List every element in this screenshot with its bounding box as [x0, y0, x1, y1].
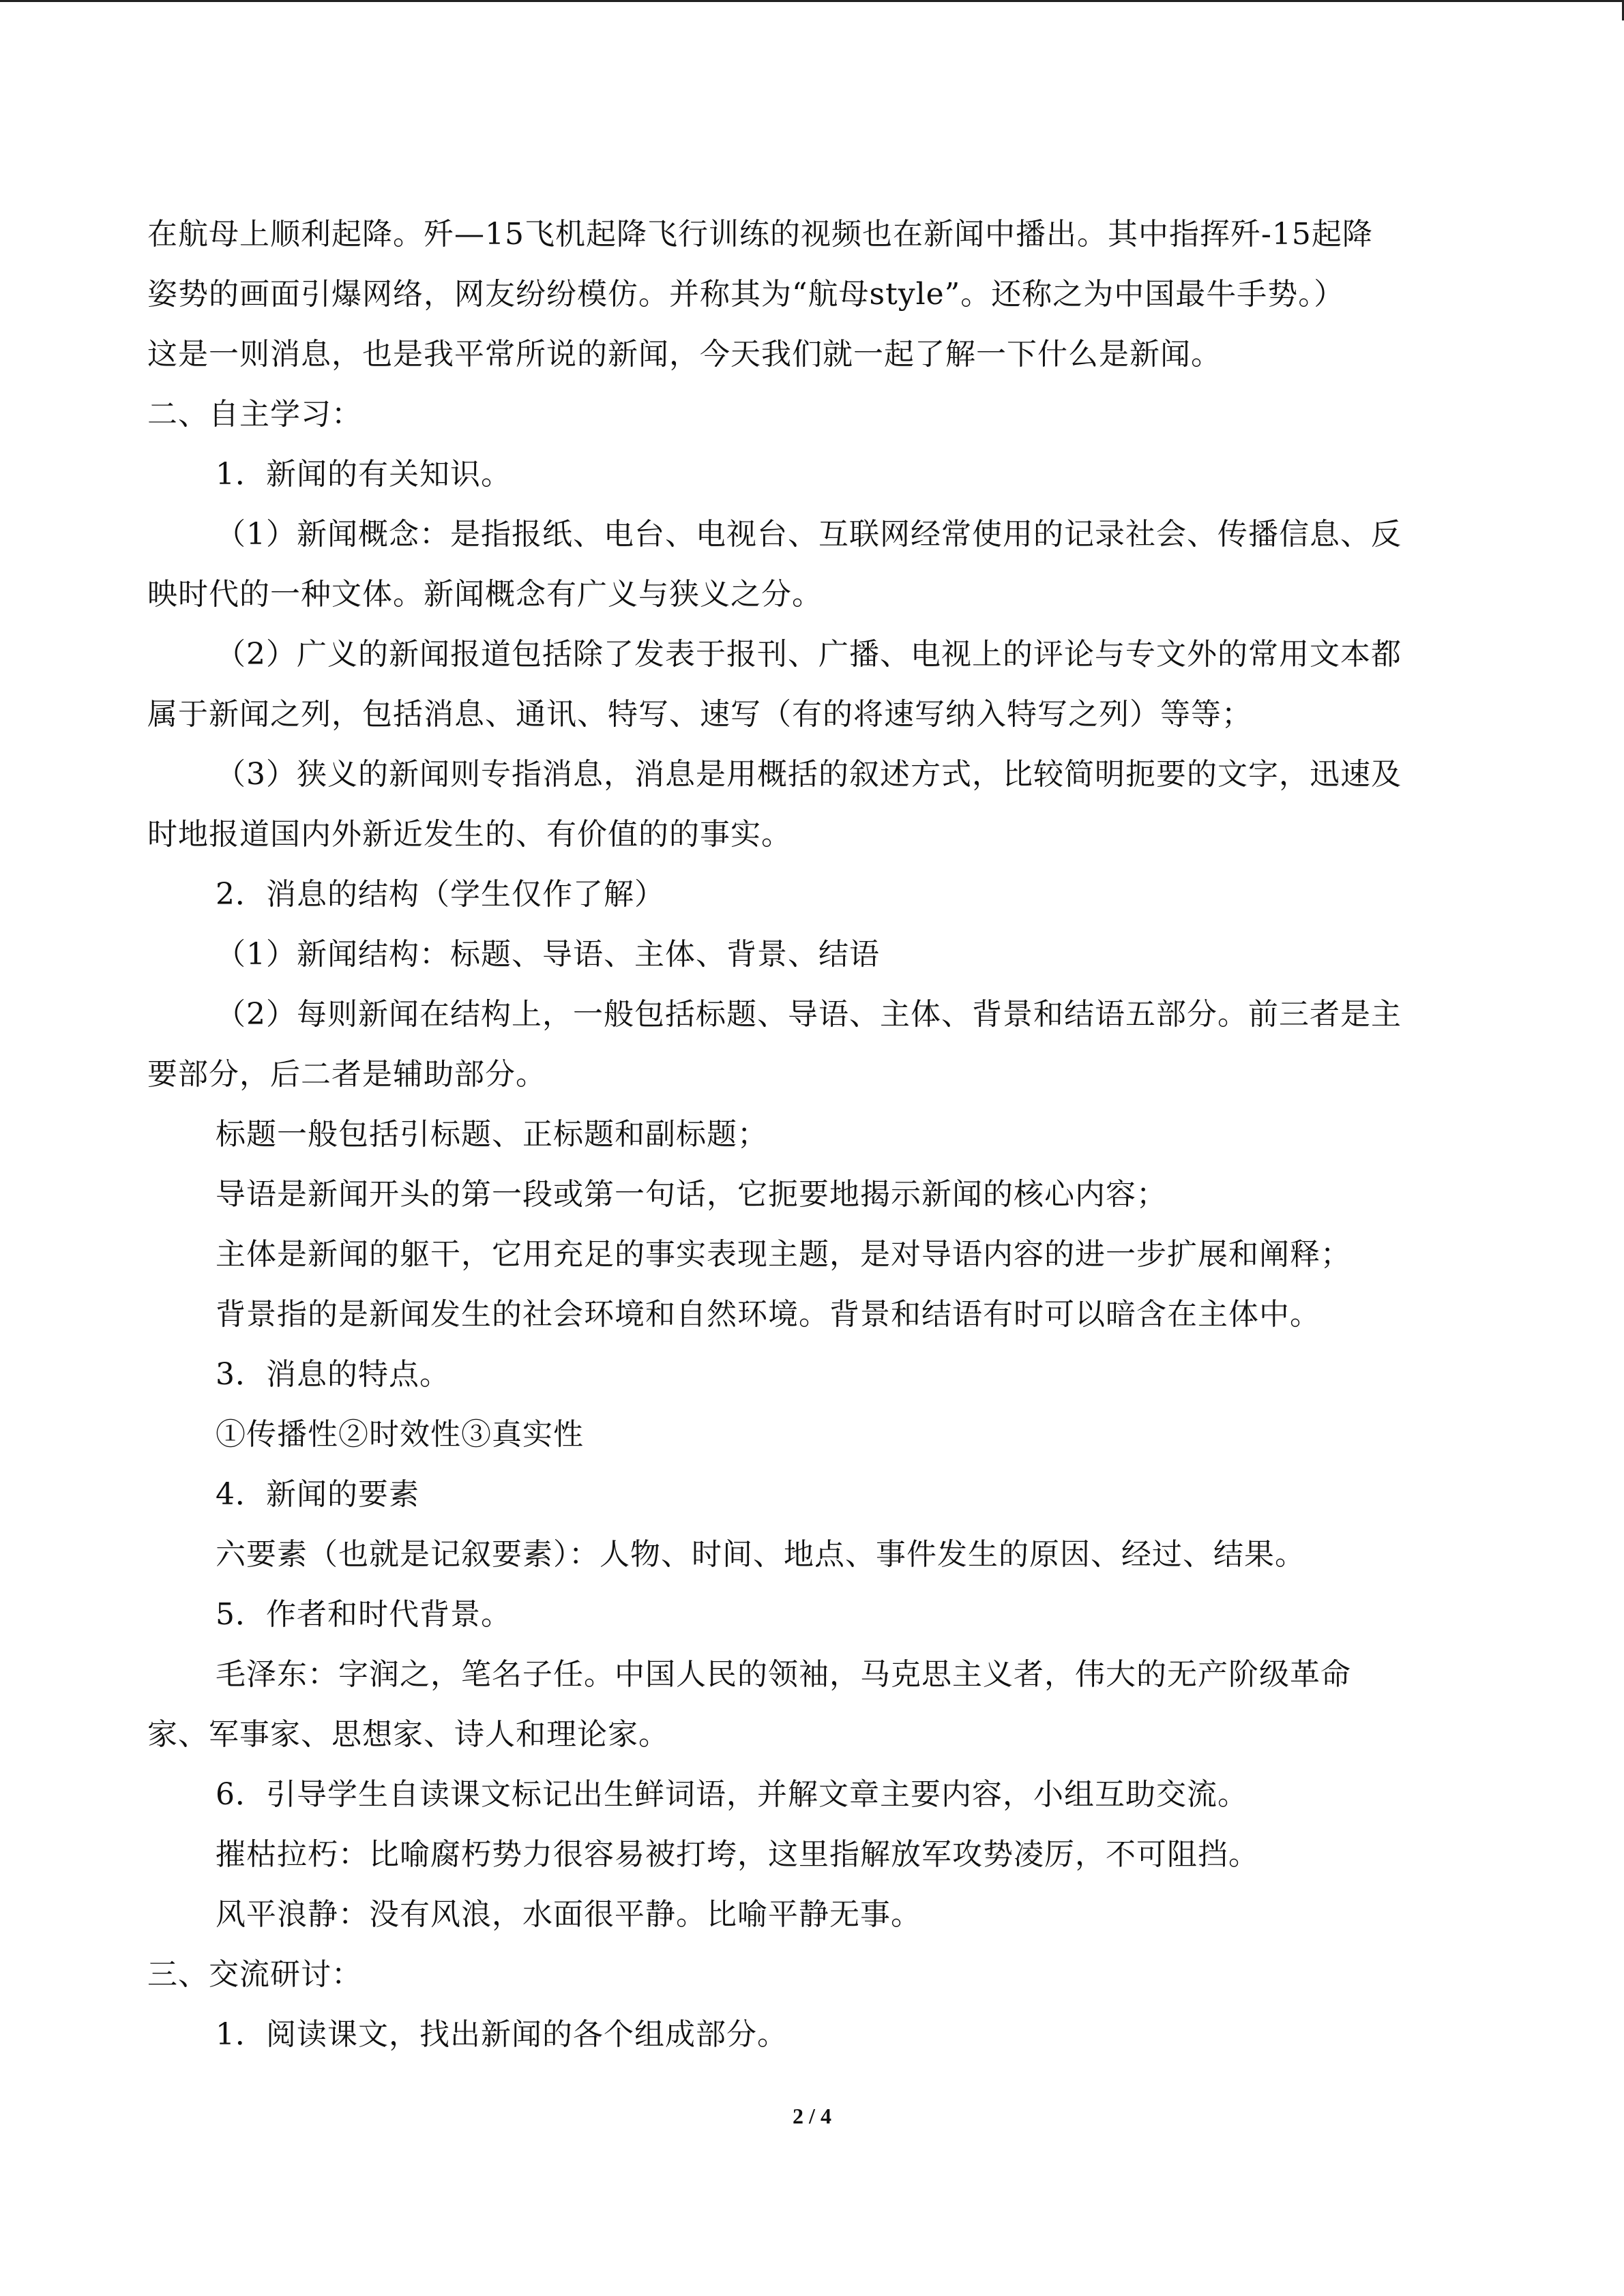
- text-line: 六要素（也就是记叙要素）：人物、时间、地点、事件发生的原因、经过、结果。: [216, 1537, 1305, 1572]
- text-line: 6．引导学生自读课文标记出生鲜词语，并解文章主要内容，小组互助交流。: [216, 1777, 1248, 1812]
- text-line: 摧枯拉朽：比喻腐朽势力很容易被打垮，这里指解放军攻势凌厉，不可阻挡。: [216, 1837, 1259, 1872]
- text-line: 要部分，后二者是辅助部分。: [147, 1057, 546, 1092]
- text-line: 在航母上顺利起降。歼—15飞机起降飞行训练的视频也在新闻中播出。其中指挥歼-15起降: [147, 217, 1373, 252]
- text-line: （1）新闻概念：是指报纸、电台、电视台、互联网经常使用的记录社会、传播信息、反: [216, 517, 1402, 552]
- text-line: 时地报道国内外新近发生的、有价值的的事实。: [147, 817, 792, 852]
- text-line: （2）广义的新闻报道包括除了发表于报刊、广播、电视上的评论与专文外的常用文本都: [216, 637, 1402, 672]
- text-line: 导语是新闻开头的第一段或第一句话，它扼要地揭示新闻的核心内容；: [216, 1177, 1167, 1212]
- text-line: 3．消息的特点。: [216, 1357, 450, 1392]
- text-line: 风平浪静：没有风浪，水面很平静。比喻平静无事。: [216, 1897, 921, 1932]
- text-line: 姿势的画面引爆网络，网友纷纷模仿。并称其为“航母style”。还称之为中国最牛手势。）: [147, 277, 1345, 312]
- text-line: （1）新闻结构：标题、导语、主体、背景、结语: [216, 937, 880, 972]
- text-line: 三、交流研讨：: [147, 1957, 362, 1992]
- text-line: （3）狭义的新闻则专指消息，消息是用概括的叙述方式，比较简明扼要的文字，迅速及: [216, 757, 1402, 792]
- text-line: 标题一般包括引标题、正标题和副标题；: [216, 1117, 768, 1152]
- text-line: 这是一则消息，也是我平常所说的新闻，今天我们就一起了解一下什么是新闻。: [147, 337, 1222, 372]
- text-line: 1．新闻的有关知识。: [216, 457, 512, 492]
- text-line: 背景指的是新闻发生的社会环境和自然环境。背景和结语有时可以暗含在主体中。: [216, 1297, 1320, 1332]
- text-line: 家、军事家、思想家、诗人和理论家。: [147, 1717, 669, 1752]
- text-line: ①传播性②时效性③真实性: [216, 1417, 584, 1452]
- text-line: 毛泽东：字润之，笔名子任。中国人民的领袖，马克思主义者，伟大的无产阶级革命: [216, 1657, 1351, 1692]
- text-line: 2．消息的结构（学生仅作了解）: [216, 877, 665, 912]
- text-line: 5．作者和时代背景。: [216, 1597, 512, 1632]
- document-body: [147, 205, 1477, 2065]
- page-top-border: [0, 0, 1624, 2]
- text-line: 映时代的一种文体。新闻概念有广义与狭义之分。: [147, 577, 823, 612]
- text-line: 二、自主学习：: [147, 397, 362, 432]
- text-line: 属于新闻之列，包括消息、通讯、特写、速写（有的将速写纳入特写之列）等等；: [147, 697, 1252, 732]
- text-line: 主体是新闻的躯干，它用充足的事实表现主题，是对导语内容的进一步扩展和阐释；: [216, 1237, 1351, 1272]
- text-line: 4．新闻的要素: [216, 1477, 419, 1512]
- text-line: （2）每则新闻在结构上，一般包括标题、导语、主体、背景和结语五部分。前三者是主: [216, 997, 1402, 1032]
- text-line: 1．阅读课文，找出新闻的各个组成部分。: [216, 2017, 788, 2052]
- page-number: 2 / 4: [793, 2104, 831, 2128]
